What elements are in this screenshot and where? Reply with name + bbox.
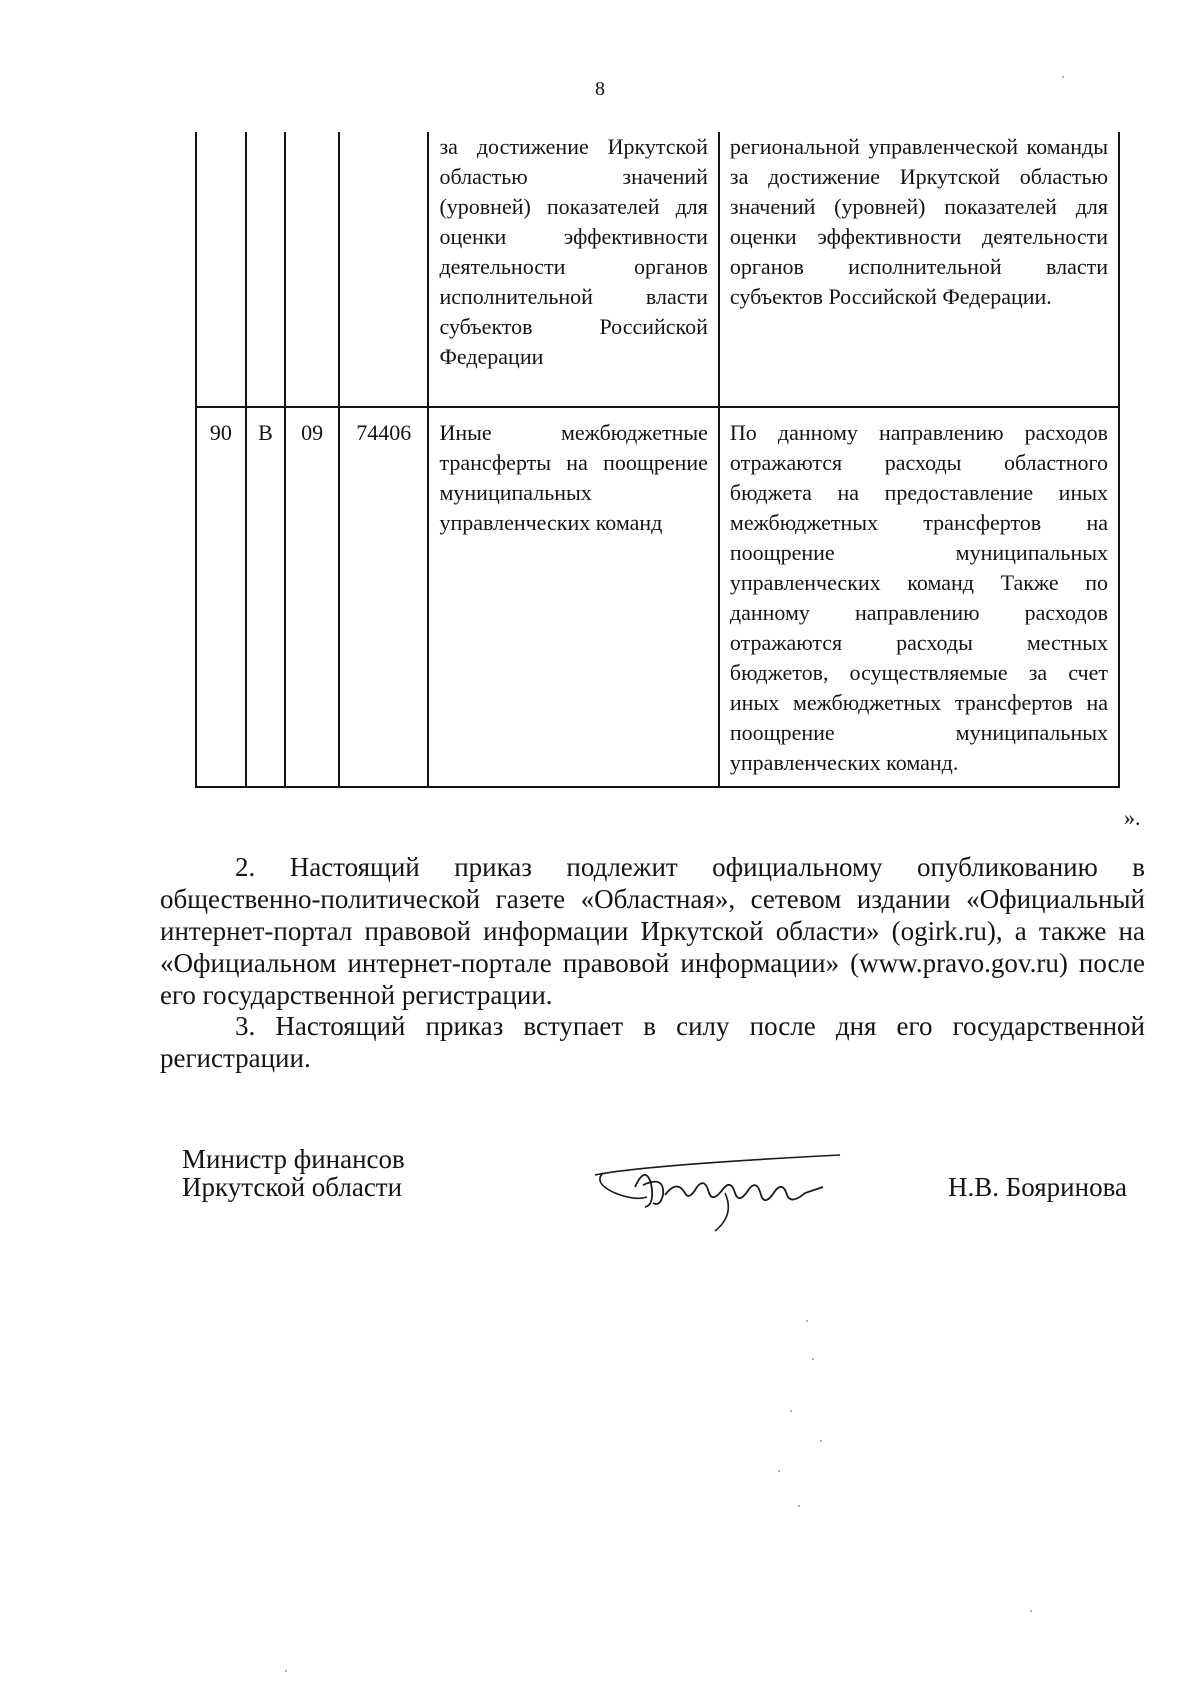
handwritten-signature xyxy=(585,1135,845,1235)
signatory-title-line-2: Иркутской области xyxy=(182,1172,403,1202)
code-cell: 09 xyxy=(285,407,339,787)
page-number: 8 xyxy=(595,78,605,100)
paragraph-2: 2. Настоящий приказ подлежит официальному опубликованию в общественно-политической газете «Областная», сетевом издании «Официальный интернет-портал правовой информации Иркутской области» (ogirk.ru), а также на «Официальном интернет-портале правовой информации» (www.pravo.gov.ru) после его государственной регистрации. xyxy=(160,852,1145,1010)
expense-description-cell: По данному направлению расходов отражаются расходы областного бюджета на предоставление иных межбюджетных трансфертов на поощрение муниципальных управленческих команд Также по данному направлению расходов отражаются расходы местных бюджетов, осуществляемые за счет иных межбюджетных трансфертов на поощрение муниципальных управленческих команд. xyxy=(719,407,1119,787)
expense-name-cell: Иные межбюджетные трансферты на поощрение муниципальных управленческих команд xyxy=(428,407,718,787)
scan-speck xyxy=(820,1440,822,1442)
signatory-title-line-1: Министр финансов xyxy=(182,1144,405,1174)
scan-speck xyxy=(812,1358,814,1360)
scan-speck xyxy=(806,1320,808,1322)
paragraph-3: 3. Настоящий приказ вступает в силу после дня его государственной регистрации. xyxy=(160,1011,1145,1073)
signatory-name: Н.В. Бояринова xyxy=(948,1172,1127,1202)
code-cell: 74406 xyxy=(339,407,429,787)
scan-speck xyxy=(1030,1610,1032,1612)
signatory-title xyxy=(182,1145,405,1201)
scan-speck xyxy=(790,1410,792,1412)
code-cell xyxy=(246,132,286,407)
code-cell: В xyxy=(246,407,286,787)
scan-speck xyxy=(798,1505,800,1507)
table-row xyxy=(196,407,1119,787)
code-cell xyxy=(196,132,246,407)
code-cell xyxy=(339,132,429,407)
scan-speck xyxy=(1062,76,1064,78)
code-cell xyxy=(285,132,339,407)
scan-speck xyxy=(285,1670,287,1672)
scan-speck xyxy=(778,1470,780,1472)
expense-description-cell: региональной управленческой команды за достижение Иркутской областью значений (уровней) показателей для оценки эффективности деятельности органов исполнительной власти субъектов Российской Федерации. xyxy=(719,132,1119,407)
table-row xyxy=(196,132,1119,407)
closing-quote: ». xyxy=(1124,805,1141,830)
code-cell: 90 xyxy=(196,407,246,787)
expense-name-cell: за достижение Иркутской областью значений (уровней) показателей для оценки эффективности деятельности органов исполнительной власти субъектов Российской Федерации xyxy=(428,132,718,407)
budget-classification-table xyxy=(195,132,1120,788)
